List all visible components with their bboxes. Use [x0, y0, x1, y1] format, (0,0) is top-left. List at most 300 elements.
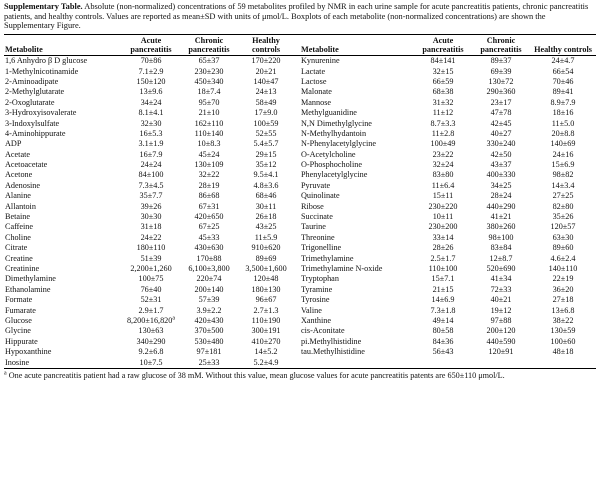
acute-value-text: 110±100 [428, 263, 458, 273]
chronic-value-left: 162±110 [194, 118, 224, 128]
chronic-value-right: 42±45 [490, 118, 512, 128]
acute-value-text: 11±12 [432, 108, 454, 118]
table-row [4, 274, 596, 284]
metabolite-name-left: Choline [5, 232, 31, 242]
metabolite-name-left: Glycine [5, 326, 31, 336]
acute-value-text: 15±11 [432, 191, 454, 201]
acute-value-left [122, 149, 180, 159]
acute-value-text: 23±22 [432, 149, 454, 159]
chronic-value-right: 41±21 [490, 212, 512, 222]
acute-value-left [122, 108, 180, 118]
header-chronic-right: Chronic pancreatitis [472, 34, 530, 55]
acute-value-text: 24±24 [140, 160, 162, 170]
chronic-value-left: 86±68 [198, 191, 220, 201]
footnote-text: One acute pancreatitis patient had a raw glucose of 38 mM. Without this value, mean glucose values for acute pancreatitis patents are 650±110 μmol/L. [6, 370, 505, 380]
metabolite-name-left: 1-Methylnicotinamide [5, 66, 79, 76]
acute-value-left [122, 222, 180, 232]
acute-value-right [414, 347, 472, 357]
healthy-value-left: 140±47 [253, 76, 279, 86]
healthy-value-right: 22±19 [552, 274, 574, 284]
acute-value-right [414, 284, 472, 294]
metabolite-name-right: Xanthine [301, 315, 332, 325]
chronic-value-right: 83±84 [490, 243, 512, 253]
chronic-value-left: 65±37 [198, 56, 220, 66]
table-row [4, 305, 596, 315]
healthy-value-left: 11±5.9 [254, 232, 278, 242]
acute-value-text: 10±7.5 [139, 357, 163, 367]
acute-value-text: 10±11 [432, 212, 454, 222]
acute-value-text: 130±63 [138, 326, 164, 336]
acute-value-right [414, 253, 472, 263]
acute-value-right [414, 212, 472, 222]
table-row [4, 336, 596, 346]
acute-value-right [414, 139, 472, 149]
healthy-value-right: 100±60 [550, 336, 576, 346]
table-row [4, 77, 596, 87]
healthy-value-right: 89±41 [552, 87, 574, 97]
metabolite-name-left: Betaine [5, 212, 31, 222]
table-caption [4, 2, 596, 31]
metabolite-name-right: N,N Dimethylglycine [301, 118, 372, 128]
acute-value-text: 34±24 [140, 97, 162, 107]
acute-value-left [122, 295, 180, 305]
metabolite-name-right: Malonate [301, 87, 332, 97]
acute-value-text: 49±14 [432, 315, 454, 325]
caption-text: Absolute (non-normalized) concentrations of 59 metabolites profiled by NMR in each urine sample for acute pancreatitis patients, chronic pancreatitis patients, and healthy controls. Values are reported as mean±SD with units of μmol/L. Boxplots of each metabolite (non-normalized concentrations) are shown the Supplementary Figure. [4, 2, 589, 31]
chronic-value-right: 41±34 [490, 274, 512, 284]
healthy-value-left: 110±190 [251, 315, 281, 325]
acute-value-left [122, 336, 180, 346]
metabolite-name-right: Lactate [301, 66, 326, 76]
chronic-value-left: 45±33 [198, 232, 220, 242]
metabolite-name-left: 3-Indoxylsulfate [5, 118, 60, 128]
acute-value-right [414, 326, 472, 336]
chronic-value-right: 12±8.7 [489, 253, 513, 263]
table-row [4, 316, 596, 326]
chronic-value-right: 43±37 [490, 160, 512, 170]
table-row [4, 170, 596, 180]
chronic-value-left: 21±10 [198, 108, 220, 118]
chronic-value-right: 47±78 [490, 108, 512, 118]
healthy-value-right: 120±57 [550, 222, 576, 232]
chronic-value-left: 25±33 [198, 357, 220, 367]
metabolite-name-right: cis-Aconitate [301, 326, 345, 336]
acute-value-right [414, 274, 472, 284]
acute-value-text: 9.2±6.8 [138, 347, 164, 357]
metabolite-name-left: Ethanolamine [5, 284, 51, 294]
acute-value-left [122, 243, 180, 253]
chronic-value-right: 28±24 [490, 191, 512, 201]
acute-value-text: 51±39 [140, 253, 162, 263]
acute-value-left [122, 284, 180, 294]
acute-value-left [122, 201, 180, 211]
chronic-value-right: 120±91 [488, 347, 514, 357]
acute-value-left [122, 97, 180, 107]
healthy-value-right: 82±80 [552, 201, 574, 211]
acute-value-right [414, 160, 472, 170]
acute-value-right [414, 66, 472, 76]
table-row [4, 118, 596, 128]
metabolite-name-right: Taurine [301, 222, 326, 232]
healthy-value-left: 5.2±4.9 [253, 357, 279, 367]
acute-value-right [414, 180, 472, 190]
acute-value-text: 31±18 [140, 222, 162, 232]
metabolite-name-left: Formate [5, 295, 33, 305]
acute-value-left [122, 118, 180, 128]
healthy-value-right: 66±54 [552, 66, 574, 76]
metabolite-name-left: Acetoacetate [5, 160, 48, 170]
table-row [4, 55, 596, 66]
metabolite-name-right: Pyruvate [301, 180, 331, 190]
chronic-value-left: 430±630 [194, 243, 224, 253]
healthy-value-left: 58±49 [255, 97, 277, 107]
acute-value-text: 340±290 [136, 336, 166, 346]
acute-value-right [414, 191, 472, 201]
acute-value-left [122, 274, 180, 284]
table-row [4, 97, 596, 107]
healthy-value-right: 89±60 [552, 243, 574, 253]
healthy-value-right: 14±3.4 [551, 180, 575, 190]
table-footnote [4, 371, 596, 381]
metabolite-name-right: Tryptophan [301, 274, 339, 284]
metabolite-name-right: Lactose [301, 76, 327, 86]
metabolite-name-left: Creatine [5, 253, 33, 263]
acute-value-text: 230±220 [428, 201, 458, 211]
metabolite-name-right: Succinate [301, 212, 333, 222]
acute-value-text: 15±7.1 [431, 274, 455, 284]
healthy-value-left: 43±25 [255, 222, 277, 232]
table-row [4, 295, 596, 305]
acute-value-right [414, 336, 472, 346]
chronic-value-left: 370±500 [194, 326, 224, 336]
acute-value-text: 21±15 [432, 284, 454, 294]
acute-value-text: 16±5.3 [139, 128, 163, 138]
chronic-value-right: 98±100 [488, 232, 514, 242]
acute-value-right [414, 295, 472, 305]
chronic-value-left: 130±109 [194, 160, 224, 170]
metabolite-name-right: Trimethylamine [301, 253, 354, 263]
chronic-value-right: 380±260 [486, 222, 516, 232]
acute-value-left [122, 180, 180, 190]
acute-value-left [122, 212, 180, 222]
healthy-value-right: 70±46 [552, 76, 574, 86]
healthy-value-right: 27±18 [552, 295, 574, 305]
metabolite-name-right: Kynurenine [301, 56, 340, 66]
empty-cell [530, 357, 596, 368]
acute-value-text: 16±7.9 [139, 149, 163, 159]
acute-value-text: 100±75 [138, 274, 164, 284]
chronic-value-left: 420±430 [194, 315, 224, 325]
acute-value-text: 84±36 [432, 336, 454, 346]
healthy-value-left: 30±11 [255, 201, 277, 211]
table-row [4, 160, 596, 170]
metabolite-name-left: Caffeine [5, 222, 34, 232]
acute-value-right [414, 201, 472, 211]
acute-value-right [414, 305, 472, 315]
metabolite-name-left: Creatinine [5, 263, 40, 273]
acute-value-text: 32±15 [432, 66, 454, 76]
acute-value-right [414, 77, 472, 87]
healthy-value-left: 52±55 [255, 128, 277, 138]
acute-value-text: 24±22 [140, 232, 162, 242]
metabolite-name-left: Adenosine [5, 180, 41, 190]
metabolite-name-right: Ribose [301, 201, 324, 211]
metabolite-name-left: Alanine [5, 191, 31, 201]
acute-value-left [122, 87, 180, 97]
footnote-ref: a [172, 315, 176, 322]
acute-value-text: 150±120 [136, 76, 166, 86]
metabolite-name-right: tau.Methylhistidine [301, 347, 365, 357]
metabolite-name-left: 2-Oxoglutarate [5, 97, 55, 107]
table-row [4, 347, 596, 357]
metabolite-name-left: Fumarate [5, 305, 36, 315]
acute-value-text: 39±26 [140, 201, 162, 211]
healthy-value-right: 11±5.0 [551, 118, 575, 128]
chronic-value-right: 440±290 [486, 201, 516, 211]
table-row [4, 357, 596, 368]
acute-value-text: 8.1±4.1 [138, 108, 164, 118]
acute-value-left [122, 305, 180, 315]
acute-value-right [414, 170, 472, 180]
chronic-value-right: 330±240 [486, 139, 516, 149]
healthy-value-right: 4.6±2.4 [550, 253, 576, 263]
acute-value-left [122, 357, 180, 368]
acute-value-left [122, 316, 180, 326]
table-row [4, 326, 596, 336]
acute-value-text: 76±40 [140, 284, 162, 294]
healthy-value-right: 13±6.8 [551, 305, 575, 315]
acute-value-left [122, 347, 180, 357]
healthy-value-left: 14±5.2 [254, 347, 278, 357]
acute-value-left [122, 139, 180, 149]
healthy-value-left: 89±69 [255, 253, 277, 263]
healthy-value-right: 48±18 [552, 347, 574, 357]
acute-value-text: 2.9±1.7 [138, 305, 164, 315]
chronic-value-right: 130±72 [488, 76, 514, 86]
acute-value-text: 80±58 [432, 326, 454, 336]
chronic-value-right: 69±39 [490, 66, 512, 76]
healthy-value-right: 98±82 [552, 170, 574, 180]
acute-value-left [122, 264, 180, 274]
acute-value-text: 84±100 [138, 170, 164, 180]
healthy-value-left: 3,500±1,600 [245, 263, 287, 273]
table-row [4, 108, 596, 118]
healthy-value-left: 5.4±5.7 [253, 139, 279, 149]
chronic-value-left: 420±650 [194, 212, 224, 222]
acute-value-text: 3.1±1.9 [138, 139, 164, 149]
acute-value-text: 7.1±2.9 [138, 66, 164, 76]
footnote-mark: a [4, 369, 7, 376]
acute-value-right [414, 243, 472, 253]
chronic-value-right: 40±27 [490, 128, 512, 138]
chronic-value-left: 32±22 [198, 170, 220, 180]
chronic-value-right: 72±33 [490, 284, 512, 294]
chronic-value-right: 89±37 [490, 56, 512, 66]
healthy-value-left: 29±15 [255, 149, 277, 159]
table-row [4, 253, 596, 263]
metabolite-name-right: Tyramine [301, 284, 333, 294]
metabolite-table [4, 34, 596, 369]
header-acute-right: Acute pancreatitis [414, 34, 472, 55]
acute-value-text: 7.3±1.8 [430, 305, 456, 315]
table-header-row [4, 34, 596, 55]
metabolite-name-left: 1,6 Anhydro β D glucose [5, 56, 88, 66]
table-row [4, 87, 596, 97]
metabolite-name-left: Dimethylamine [5, 274, 56, 284]
metabolite-name-left: Inosine [5, 357, 30, 367]
acute-value-right [414, 264, 472, 274]
healthy-value-right: 20±8.8 [551, 128, 575, 138]
acute-value-right [414, 87, 472, 97]
healthy-value-right: 140±110 [548, 263, 578, 273]
healthy-value-right: 24±16 [552, 149, 574, 159]
table-row [4, 66, 596, 76]
healthy-value-right: 15±6.9 [551, 160, 575, 170]
acute-value-right [414, 232, 472, 242]
table-row [4, 180, 596, 190]
acute-value-text: 84±141 [430, 56, 456, 66]
acute-value-text: 32±30 [140, 118, 162, 128]
chronic-value-left: 230±230 [194, 66, 224, 76]
metabolite-name-left: 2-Aminoadipate [5, 76, 59, 86]
chronic-value-left: 450±340 [194, 76, 224, 86]
healthy-value-left: 410±270 [251, 336, 281, 346]
chronic-value-right: 42±50 [490, 149, 512, 159]
chronic-value-left: 220±74 [196, 274, 222, 284]
healthy-value-left: 26±18 [255, 212, 277, 222]
metabolite-name-right: Valine [301, 305, 322, 315]
chronic-value-right: 23±17 [490, 97, 512, 107]
acute-value-text: 8,200±16,820 [126, 315, 173, 325]
acute-value-right [414, 118, 472, 128]
chronic-value-left: 67±25 [198, 222, 220, 232]
healthy-value-right: 24±4.7 [551, 56, 575, 66]
metabolite-name-left: 3-Hydroxyisovalerate [5, 108, 77, 118]
healthy-value-left: 910±620 [251, 243, 281, 253]
chronic-value-right: 440±590 [486, 336, 516, 346]
healthy-value-left: 180±130 [251, 284, 281, 294]
caption-label: Supplementary Table. [4, 2, 83, 11]
acute-value-left [122, 253, 180, 263]
table-row [4, 243, 596, 253]
healthy-value-right: 63±30 [552, 232, 574, 242]
table-row [4, 232, 596, 242]
chronic-value-left: 530±480 [194, 336, 224, 346]
metabolite-name-left: Hippurate [5, 336, 38, 346]
chronic-value-left: 57±39 [198, 295, 220, 305]
metabolite-name-left: 4-Aminohippurate [5, 128, 66, 138]
metabolite-name-right: Tyrosine [301, 295, 330, 305]
acute-value-text: 66±59 [432, 76, 454, 86]
acute-value-right [414, 149, 472, 159]
chronic-value-left: 3.9±2.2 [196, 305, 222, 315]
acute-value-text: 11±2.8 [431, 128, 455, 138]
acute-value-left [122, 170, 180, 180]
acute-value-text: 7.3±4.5 [138, 180, 164, 190]
chronic-value-right: 200±120 [486, 326, 516, 336]
header-metabolite-left: Metabolite [4, 34, 122, 55]
healthy-value-left: 2.7±1.3 [253, 305, 279, 315]
healthy-value-left: 96±67 [255, 295, 277, 305]
healthy-value-left: 170±220 [251, 56, 281, 66]
metabolite-name-right: Phenylacetylglycine [301, 170, 368, 180]
healthy-value-left: 100±59 [253, 118, 279, 128]
healthy-value-right: 18±16 [552, 108, 574, 118]
chronic-value-left: 45±24 [198, 149, 220, 159]
acute-value-text: 56±43 [432, 347, 454, 357]
acute-value-text: 11±6.4 [431, 180, 455, 190]
healthy-value-left: 9.5±4.1 [253, 170, 279, 180]
acute-value-text: 14±6.9 [431, 295, 455, 305]
acute-value-right [414, 129, 472, 139]
table-row [4, 139, 596, 149]
metabolite-name-left: Allantoin [5, 201, 36, 211]
chronic-value-left: 6,100±3,800 [188, 263, 230, 273]
healthy-value-left: 24±13 [255, 87, 277, 97]
metabolite-name-right: N-Phenylacetylglycine [301, 139, 377, 149]
chronic-value-right: 97±88 [490, 315, 512, 325]
acute-value-text: 100±49 [430, 139, 456, 149]
table-row [4, 284, 596, 294]
acute-value-right [414, 316, 472, 326]
table-row [4, 129, 596, 139]
acute-value-text: 70±86 [140, 56, 162, 66]
acute-value-text: 35±7.7 [139, 191, 163, 201]
table-row [4, 191, 596, 201]
metabolite-name-right: Trigonelline [301, 243, 342, 253]
empty-cell [472, 357, 530, 368]
acute-value-text: 2,200±1,260 [130, 263, 172, 273]
healthy-value-right: 8.9±7.9 [550, 97, 576, 107]
metabolite-name-left: Acetate [5, 149, 30, 159]
metabolite-name-right: Methylguanidine [301, 108, 357, 118]
healthy-value-left: 300±191 [251, 326, 281, 336]
chronic-value-right: 520±690 [486, 263, 516, 273]
chronic-value-right: 19±12 [490, 305, 512, 315]
acute-value-text: 8.7±3.3 [430, 118, 456, 128]
healthy-value-left: 17±9.0 [254, 108, 278, 118]
acute-value-text: 31±32 [432, 97, 454, 107]
metabolite-name-right: Trimethylamine N-oxide [301, 263, 383, 273]
chronic-value-left: 95±70 [198, 97, 220, 107]
acute-value-text: 13±9.6 [139, 87, 163, 97]
healthy-value-right: 38±22 [552, 315, 574, 325]
metabolite-name-left: Acetone [5, 170, 33, 180]
acute-value-left [122, 232, 180, 242]
table-row [4, 222, 596, 232]
table-row [4, 212, 596, 222]
acute-value-text: 28±26 [432, 243, 454, 253]
metabolite-name-left: 2-Methylglutarate [5, 87, 65, 97]
healthy-value-left: 20±21 [255, 66, 277, 76]
healthy-value-right: 140±69 [550, 139, 576, 149]
table-row [4, 149, 596, 159]
table-row [4, 264, 596, 274]
metabolite-name-left: Hypoxanthine [5, 347, 52, 357]
acute-value-text: 52±31 [140, 295, 162, 305]
chronic-value-left: 110±140 [194, 128, 224, 138]
metabolite-name-right: pi.Methylhistidine [301, 336, 362, 346]
metabolite-name-left: Glucose [5, 315, 32, 325]
metabolite-name-right: O-Phosphocholine [301, 160, 362, 170]
healthy-value-right: 35±26 [552, 212, 574, 222]
metabolite-name-right: Threonine [301, 232, 335, 242]
empty-cell [414, 357, 472, 368]
chronic-value-right: 400±330 [486, 170, 516, 180]
table-body [4, 55, 596, 368]
acute-value-left [122, 77, 180, 87]
healthy-value-left: 35±12 [255, 160, 277, 170]
